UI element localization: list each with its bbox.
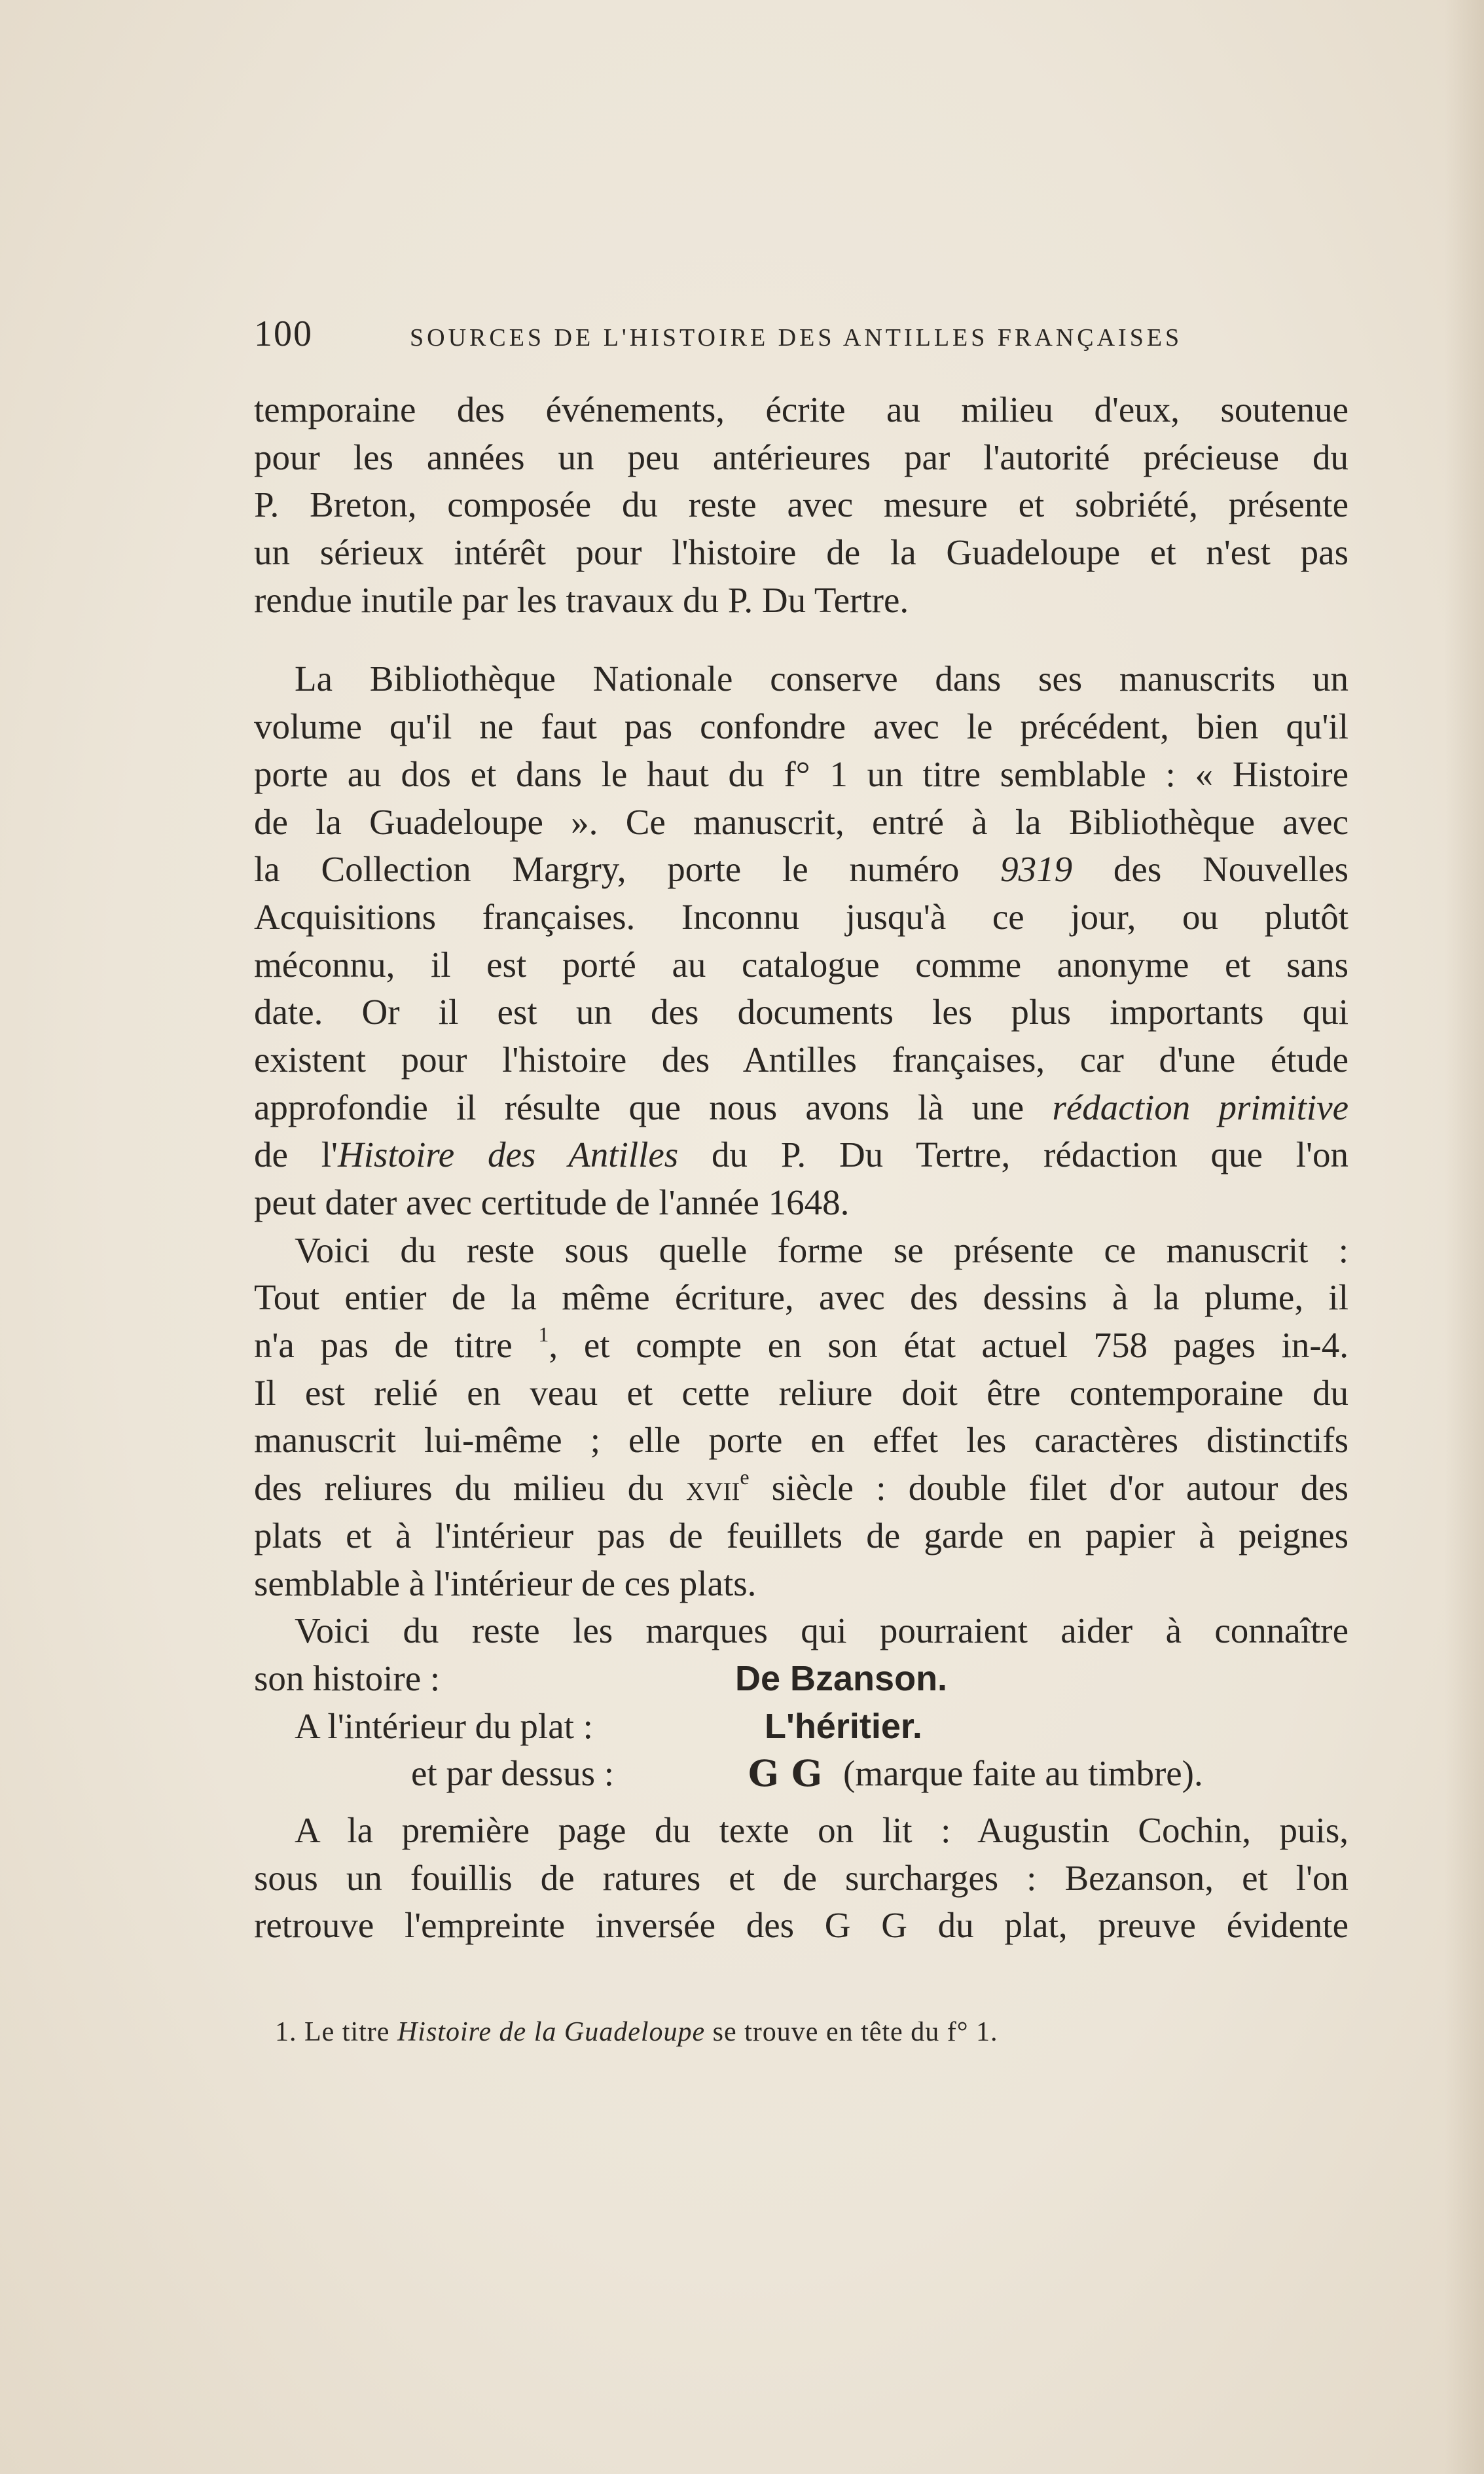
text-segment: des reliures du milieu du <box>254 1468 664 1508</box>
footnote-number: 1. <box>275 2017 297 2047</box>
text-line: de la Guadeloupe ». Ce manuscrit, entré à la Bibliothèque avec <box>254 801 1348 842</box>
footnote-marker: 1 <box>538 1322 549 1347</box>
mark-note: (marque faite au timbre). <box>843 1753 1203 1794</box>
manuscript-number: 9319 <box>1000 849 1073 890</box>
page-number: 100 <box>254 314 313 354</box>
text-line: volume qu'il ne faut pas confondre avec le précédent, bien qu'il <box>254 706 1348 747</box>
mark-label: et par dessus : <box>411 1753 615 1794</box>
paragraph-gap <box>254 1798 1348 1807</box>
text-line: sous un fouillis de ratures et de surcharges : Bezanson, et l'on <box>254 1857 1348 1898</box>
text-line: Acquisitions françaises. Inconnu jusqu'à ce jour, ou plutôt <box>254 896 1348 937</box>
text-line: existent pour l'histoire des Antilles françaises, car d'une étude <box>254 1039 1348 1080</box>
page-body <box>254 386 1348 1950</box>
text-line: peut dater avec certitude de l'année 1648. <box>254 1182 850 1222</box>
text-line <box>254 1322 1348 1370</box>
text-line <box>254 1084 1348 1132</box>
text-line: semblable à l'intérieur de ces plats. <box>254 1563 757 1603</box>
text-segment: approfondie il résulte que nous avons là une <box>254 1087 1024 1127</box>
mark-value: L'héritier. <box>765 1706 922 1746</box>
text-line: Il est relié en veau et cette reliure doit être contemporaine du <box>254 1372 1348 1413</box>
mark-row-3 <box>254 1750 1348 1798</box>
text-line: rendue inutile par les travaux du P. Du Tertre. <box>254 579 909 620</box>
stamp-marks: G G <box>748 1752 823 1795</box>
mark-row-2 <box>254 1703 1348 1751</box>
century-numeral: xvii <box>686 1468 740 1508</box>
text-segment: , et compte en son état actuel 758 pages in-4. <box>549 1325 1348 1366</box>
text-line: P. Breton, composée du reste avec mesure et sobriété, présente <box>254 484 1348 525</box>
mark-value: De Bzanson. <box>735 1658 948 1698</box>
century-suffix: e <box>740 1465 750 1489</box>
page-edge-shadow <box>1445 0 1484 2474</box>
footnote-text: se trouve en tête du f° 1. <box>712 2017 998 2047</box>
text-segment: siècle : double filet d'or autour des <box>771 1468 1348 1508</box>
running-title: SOURCES DE L'HISTOIRE DES ANTILLES FRANÇAISES <box>410 324 1183 352</box>
italic-title: Histoire des Antilles <box>337 1135 679 1175</box>
text-line: plats et à l'intérieur pas de feuillets de garde en papier à peignes <box>254 1515 1348 1555</box>
footnote-text: Le titre <box>304 2017 390 2047</box>
text-segment: la Collection Margry, porte le numéro <box>254 849 960 890</box>
text-line <box>254 846 1348 894</box>
text-segment: des Nouvelles <box>1113 849 1348 890</box>
page-header <box>254 313 1328 359</box>
paragraph-4 <box>254 1607 1348 1798</box>
text-line: manuscrit lui-même ; elle porte en effet les caractères distinctifs <box>254 1420 1348 1461</box>
footnote-title: Histoire de la Guadeloupe <box>397 2017 706 2047</box>
text-segment: n'a pas de titre <box>254 1325 513 1366</box>
footnote <box>275 2016 998 2048</box>
text-line: retrouve l'empreinte inversée des G G du plat, preuve évidente <box>254 1905 1348 1946</box>
text-line <box>254 1131 1348 1179</box>
italic-phrase: rédaction primitive <box>1052 1087 1348 1127</box>
mark-label: A l'intérieur du plat : <box>295 1705 593 1746</box>
text-line: porte au dos et dans le haut du f° 1 un titre semblable : « Histoire <box>254 754 1348 794</box>
text-segment: de l' <box>254 1135 338 1175</box>
text-line: date. Or il est un des documents les plus importants qui <box>254 992 1348 1032</box>
text-line: Tout entier de la même écriture, avec des dessins à la plume, il <box>254 1277 1348 1318</box>
text-line: pour les années un peu antérieures par l'autorité précieuse du <box>254 437 1348 477</box>
mark-label: son histoire : <box>254 1658 441 1698</box>
text-line: méconnu, il est porté au catalogue comme anonyme et sans <box>254 944 1348 985</box>
text-line: La Bibliothèque Nationale conserve dans ses manuscrits un <box>295 659 1348 699</box>
text-segment: du P. Du Tertre, rédaction que l'on <box>712 1135 1348 1175</box>
paragraph-2 <box>254 655 1348 1226</box>
text-line: un sérieux intérêt pour l'histoire de la Guadeloupe et n'est pas <box>254 532 1348 573</box>
paragraph-5 <box>254 1807 1348 1950</box>
text-line: A la première page du texte on lit : Augustin Cochin, puis, <box>295 1810 1348 1850</box>
mark-row-1 <box>254 1655 1348 1703</box>
text-line: temporaine des événements, écrite au milieu d'eux, soutenue <box>254 390 1348 429</box>
paragraph-1 <box>254 386 1348 624</box>
text-line: Voici du reste les marques qui pourraient aider à connaître <box>295 1610 1348 1651</box>
paragraph-3 <box>254 1227 1348 1608</box>
text-line <box>254 1464 1348 1512</box>
text-line: Voici du reste sous quelle forme se présente ce manuscrit : <box>295 1229 1348 1270</box>
paragraph-gap <box>254 624 1348 655</box>
